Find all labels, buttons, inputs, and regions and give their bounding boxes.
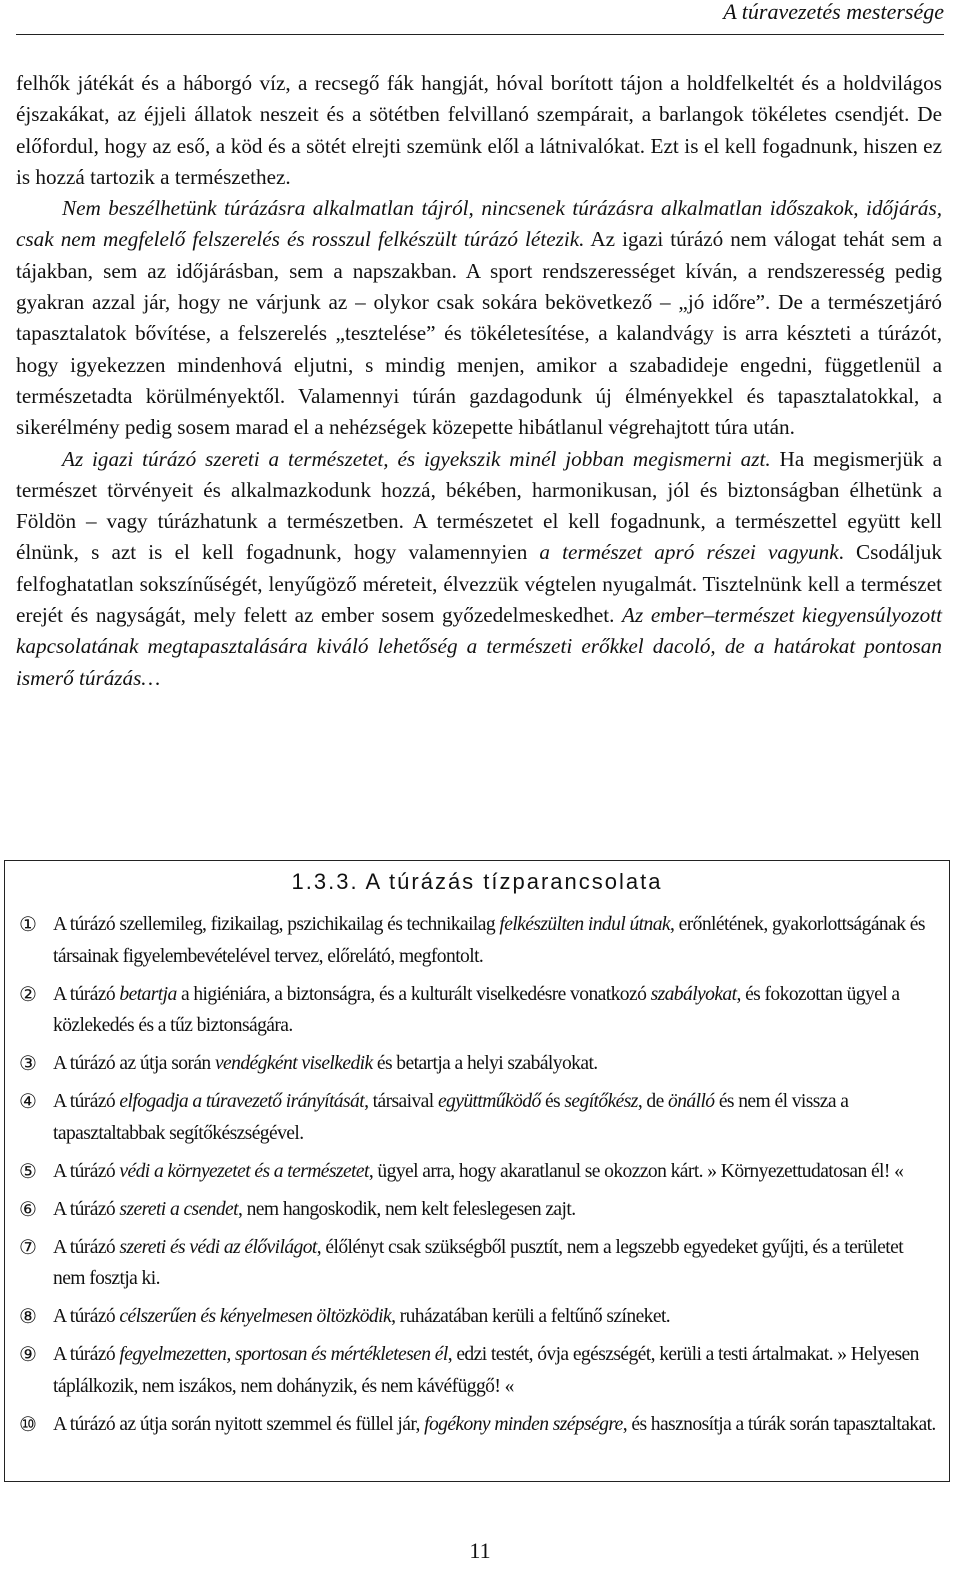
rule-emphasis: együttműködő xyxy=(437,1091,541,1112)
rule-text: , de xyxy=(637,1091,669,1112)
rule-text: a higiéniára, a biztonságra, és a kulturált viselkedésre vonatkozó xyxy=(176,983,651,1005)
rule-text: A túrázó xyxy=(53,1198,120,1220)
rule-number: ① xyxy=(19,912,37,936)
rule-text: A túrázó szellemileg, fizikailag, pszichikailag és technikailag xyxy=(53,914,500,935)
page-number: 11 xyxy=(469,1538,491,1563)
rule-text: A túrázó xyxy=(53,1236,120,1258)
rule-number: ② xyxy=(19,981,37,1006)
rule-emphasis: önálló xyxy=(668,1091,715,1112)
header-title: A túravezetés mestersége xyxy=(723,0,944,24)
rule-text: , élőlényt csak szükségből pusztít, nem a legszebb egyedeket gyűjti, és a területet nem fosztja ki. xyxy=(53,1236,904,1289)
paragraph-1: felhők játékát és a háborgó víz, a recsegő fák hangját, hóval borított tájon a holdfelkeltét és a holdvilágos éjszakákat, az éjjeli állatok neszeit és a sötétben felvillanó szempárait, a barlangok tökéletes csendjét. De előfordul, hogy az eső, a köd és a sötét elrejti szemünk elől a látnivalókat. Ezt is el kell fogadnunk, hiszen ez is hozzá tartozik a természethez. xyxy=(16,71,942,189)
paragraph-2-rest: Az igazi túrázó nem válogat tehát sem a tájakban, sem az időjárásban, sem a napszakban. A sport rendszerességet kíván, a rendszeresség pedig gyakran azzal jár, hogy ne várjunk az – olykor csak sokára bekövetkező – „jó időre”. De a természetjáró tapasztalatok bővítése, a felszerelés „tesztelése” és tökéletesítése, a kalandvágy is arra készteti a túrázót, hogy igyekezzen mindenhová eljutni, s mindig menjen, amikor a szabadideje engedni, függetlenül a természetadta körülményektől. Valamennyi túrán gazdagodunk új élményekkel és tapasztalatokkal, a sikerélmény pedig sosem marad el a nehézségek közepette hibátlanul végrehajtott túra után. xyxy=(16,227,942,440)
paragraph-3 xyxy=(16,444,942,694)
rule-text: , és hasznosítja a túrák során tapasztaltakat. xyxy=(622,1413,936,1435)
rule-emphasis: segítőkész xyxy=(564,1091,638,1112)
rule-emphasis: betartja xyxy=(119,983,177,1005)
rule-text: A túrázó xyxy=(53,1344,120,1365)
rule-text: és nem él vissza a tapasztaltabbak segítőkészségével. xyxy=(53,1091,849,1144)
rule-text: , ruházatában kerüli a feltűnő színeket. xyxy=(391,1306,671,1327)
rule-number: ⑧ xyxy=(19,1304,37,1328)
paragraph-3-italic-intro: Az igazi túrázó szereti a természetet, és igyekszik minél jobban megismerni azt. xyxy=(62,446,771,471)
rule-item xyxy=(19,1048,939,1080)
rule-emphasis: szabályokat xyxy=(650,983,737,1005)
rule-item xyxy=(19,1301,939,1333)
rule-number: ③ xyxy=(19,1051,37,1075)
rule-text: A túrázó xyxy=(53,1091,120,1112)
rule-number: ⑥ xyxy=(19,1196,37,1221)
paragraph-3-part-1: Ha megismerjük a természet törvényeit és alkalmazkodunk hozzá, békében, harmonikusan, jól és biztonságban élhetünk a Földön – vagy túrázhatunk a természetben. A természetet el kell fogadnunk, a természettel együtt kell élnünk, s azt is el kell fogadnunk, hogy valamennyien xyxy=(16,446,942,565)
rule-number: ⑨ xyxy=(19,1342,37,1366)
rule-emphasis: védi a környezetet és a természetet xyxy=(119,1160,369,1182)
paragraph-3-italic-mid: a természet apró részei vagyunk xyxy=(539,540,839,565)
rule-text: A túrázó az útja során nyitott szemmel és füllel jár, xyxy=(53,1413,425,1435)
rule-number: ④ xyxy=(19,1089,37,1113)
rule-item xyxy=(19,1232,939,1295)
paragraph-2-italic: Nem beszélhetünk túrázásra alkalmatlan tájról, nincsenek túrázásra alkalmatlan időszakok, időjárás, csak nem megfelelő felszerelés és rosszul felkészült túrázó létezik. xyxy=(16,196,942,252)
rule-text: , társaival xyxy=(364,1091,438,1112)
rule-item xyxy=(19,1086,939,1149)
rule-item xyxy=(19,1339,939,1402)
rule-emphasis: vendégként viselkedik xyxy=(214,1053,373,1074)
rules-list xyxy=(19,909,939,1447)
ten-commandments-box xyxy=(4,860,950,1482)
rule-number: ⑤ xyxy=(19,1158,37,1183)
rule-item xyxy=(19,1156,939,1188)
rule-item xyxy=(19,909,939,972)
rule-text: és xyxy=(540,1091,565,1112)
rule-emphasis: fogékony minden szépségre xyxy=(424,1413,623,1435)
box-title: 1.3.3. A túrázás tízparancsolata xyxy=(291,869,663,894)
paragraph-3-part-2: . Csodáljuk felfoghatatlan sokszínűségét, lenyűgöző méreteit, élvezzük végtelen nyugalmát. Tisztelnünk kell a természet erejét és nagyságát, mely felett az ember sosem győzedelmeskedhet. xyxy=(16,540,942,628)
paragraph-2 xyxy=(16,193,942,443)
rule-text: , erőnlétének, gyakorlottságának és társainak figyelembevételével tervez, előrelátó, megfontolt. xyxy=(53,914,925,967)
rule-text: A túrázó az útja során xyxy=(53,1053,215,1074)
rule-emphasis: célszerűen és kényelmesen öltözködik xyxy=(119,1306,392,1327)
rule-number: ⑩ xyxy=(19,1411,37,1436)
paragraph-3-italic-end: Az ember–természet kiegyensúlyozott kapcsolatának megtapasztalására kiváló lehetőség a természeti erőkkel dacoló, de a határokat pontosan ismerő túrázás… xyxy=(16,603,942,690)
rule-emphasis: szereti és védi az élővilágot xyxy=(119,1236,317,1258)
rule-text: , ügyel arra, hogy akaratlanul se okozzon kárt. » Környezettudatosan él! « xyxy=(368,1160,904,1182)
rule-text: A túrázó xyxy=(53,1306,120,1327)
rule-number: ⑦ xyxy=(19,1234,37,1259)
rule-text: A túrázó xyxy=(53,983,120,1005)
rule-text: , és fokozottan ügyel a közlekedés és a tűz biztonságára. xyxy=(53,983,900,1036)
rule-text: és betartja a helyi szabályokat. xyxy=(372,1053,598,1074)
rule-item xyxy=(19,979,939,1042)
rule-emphasis: fegyelmezetten, sportosan és mértékletesen él xyxy=(119,1344,448,1365)
rule-text: , edzi testét, óvja egészségét, kerüli a testi ártalmakat. » Helyesen táplálkozik, nem iszákos, nem dohányzik, és nem kávéfüggő! « xyxy=(53,1344,919,1397)
rule-emphasis: felkészülten indul útnak xyxy=(499,914,670,935)
running-header xyxy=(16,0,944,35)
rule-text: , nem hangoskodik, nem kelt feleslegesen zajt. xyxy=(238,1198,576,1220)
rule-item xyxy=(19,1194,939,1226)
rule-text: A túrázó xyxy=(53,1160,120,1182)
rule-item xyxy=(19,1409,939,1441)
rule-emphasis: elfogadja a túravezető irányítását xyxy=(119,1091,365,1112)
body-text xyxy=(16,68,942,694)
rule-emphasis: szereti a csendet xyxy=(119,1198,238,1220)
